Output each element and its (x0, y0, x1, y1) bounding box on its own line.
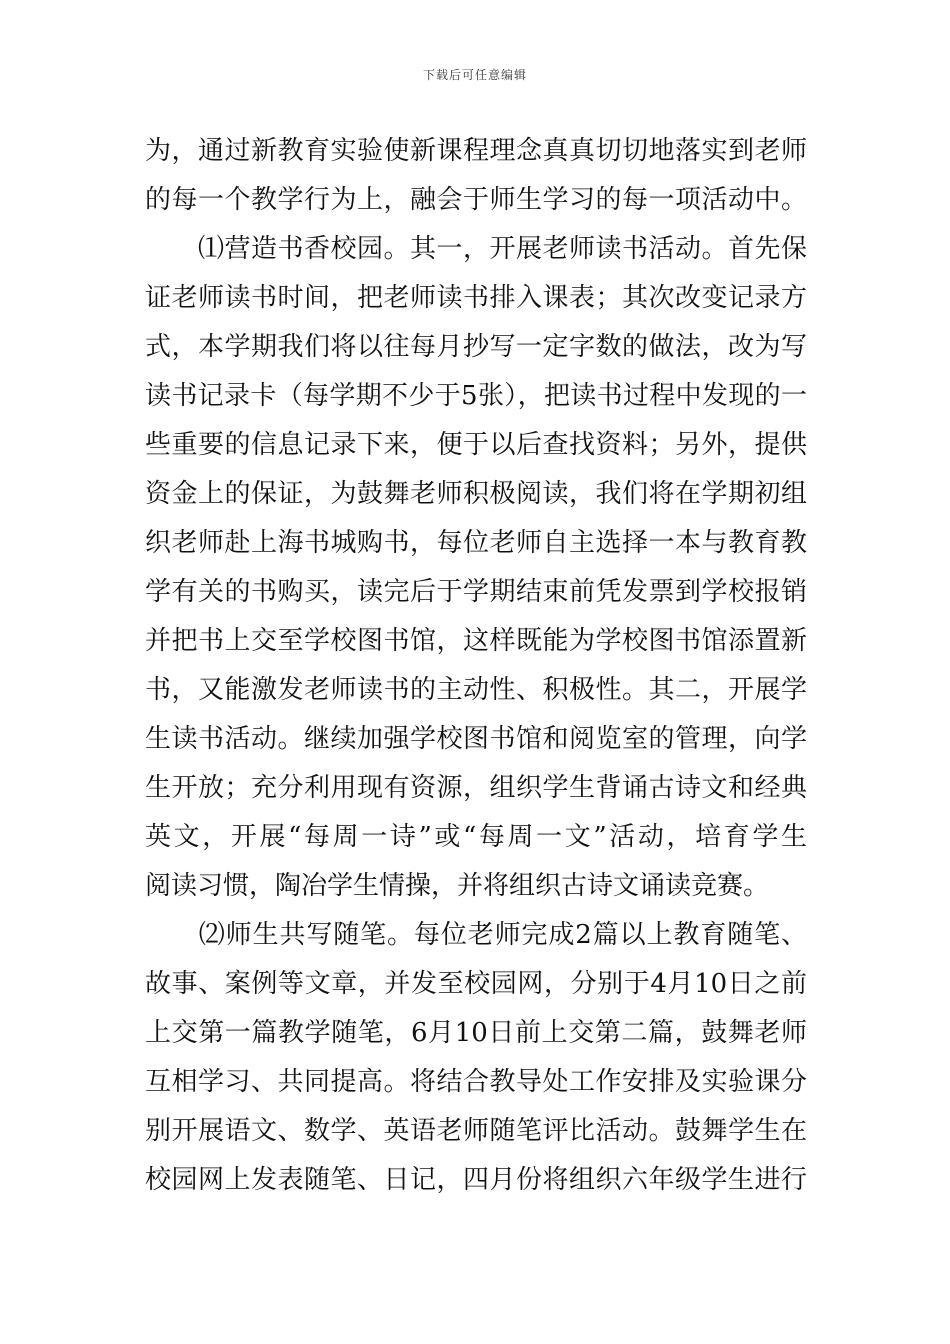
text-line: 为，通过新教育实验使新课程理念真真切切地落实到老师 (145, 136, 807, 166)
text-line: 式，本学期我们将以往每月抄写一定字数的做法，改为写 (145, 332, 807, 362)
body-text (145, 127, 807, 1205)
header-note: 下载后可任意编辑 (422, 68, 527, 82)
text-line: 上交第一篇教学随笔，6月10日前上交第二篇，鼓舞老师 (145, 1018, 807, 1048)
text-line: 读书记录卡（每学期不少于5张），把读书过程中发现的一 (145, 381, 807, 411)
text-line: 学有关的书购买，读完后于学期结束前凭发票到学校报销 (145, 577, 807, 607)
text-line: 的每一个教学行为上，融会于师生学习的每一项活动中。 (145, 185, 807, 215)
text-line: 阅读习惯，陶冶学生情操，并将组织古诗文诵读竞赛。 (145, 871, 770, 901)
text-line: 生读书活动。继续加强学校图书馆和阅览室的管理，向学 (145, 724, 807, 754)
text-line: 别开展语文、数学、英语老师随笔评比活动。鼓舞学生在 (145, 1116, 807, 1146)
text-line: 生开放；充分利用现有资源，组织学生背诵古诗文和经典 (145, 773, 807, 803)
text-line: 织老师赴上海书城购书，每位老师自主选择一本与教育教 (145, 528, 807, 558)
text-line: 校园网上发表随笔、日记，四月份将组织六年级学生进行 (145, 1165, 807, 1195)
text-line: 互相学习、共同提高。将结合教导处工作安排及实验课分 (145, 1067, 807, 1097)
text-line: 资金上的保证，为鼓舞老师积极阅读，我们将在学期初组 (145, 479, 807, 509)
text-line: ⑴营造书香校园。其一，开展老师读书活动。首先保 (145, 234, 807, 264)
text-line: 英文，开展“每周一诗”或“每周一文”活动，培育学生 (145, 822, 807, 852)
text-line: 并把书上交至学校图书馆，这样既能为学校图书馆添置新 (145, 626, 807, 656)
text-line: 书，又能激发老师读书的主动性、积极性。其二，开展学 (145, 675, 807, 705)
text-line: ⑵师生共写随笔。每位老师完成2篇以上教育随笔、 (145, 920, 807, 950)
text-line: 证老师读书时间，把老师读书排入课表；其次改变记录方 (145, 283, 807, 313)
text-line: 些重要的信息记录下来，便于以后查找资料；另外，提供 (145, 430, 807, 460)
text-line: 故事、案例等文章，并发至校园网，分别于4月10日之前 (145, 969, 807, 999)
